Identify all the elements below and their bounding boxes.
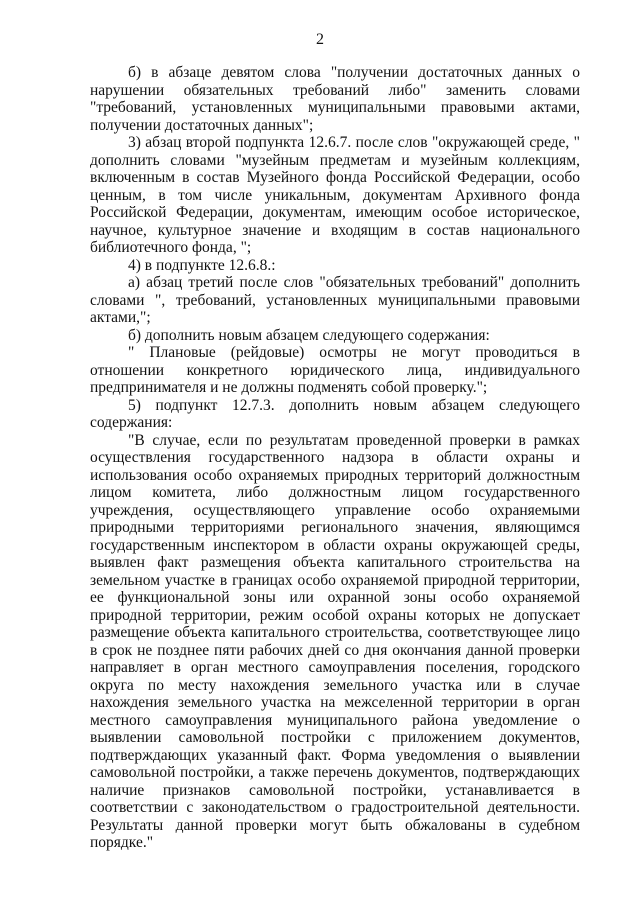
paragraph-item-3: 3) абзац второй подпункта 12.6.7. после слов "окружающей среде, " дополнить словами "музейным предметам и музейным коллекциям, включенным в состав Музейного фонда Российской Федерации, особо ценным, в том числе уникальным, документам Архивного фонда Российской Федерации, документам, имеющим особое историческое, научное, культурное значение и входящим в состав национального библиотечного фонда, ";: [90, 134, 580, 256]
paragraph-item-5: 5) подпункт 12.7.3. дополнить новым абзацем следующего содержания:: [90, 396, 580, 431]
page-number: 2: [316, 31, 324, 48]
paragraph-item-4: 4) в подпункте 12.6.8.:: [128, 256, 276, 274]
paragraph-item-4a: а) абзац третий после слов "обязательных требований" дополнить словами ", требований, установленных муниципальными правовыми актами,";: [90, 274, 580, 326]
paragraph-6b-ninth-subparagraph: б) в абзаце девятом слова "получении достаточных данных о нарушении обязательных требований либо" заменить словами "требований, установленных муниципальными правовыми актами, получении достаточных данных";: [90, 64, 580, 134]
paragraph-quote-inspections: " Плановые (рейдовые) осмотры не могут проводиться в отношении конкретного юридического лица, индивидуального предпринимателя и не должны подменять собой проверку.";: [90, 344, 580, 396]
paragraph-quote-unauthorized-construction: "В случае, если по результатам проведенной проверки в рамках осуществления государственного надзора в области охраны и использования особо охраняемых природных территорий должностным лицом комитета, либо должностным лицом государственного учреждения, осуществляющего управление особо охраняемыми природными территориями регионального значения, являющимся государственным инспектором в области охраны окружающей среды, выявлен факт размещения объекта капитального строительства на земельном участке в границах особо охраняемой природной территории, ее функциональной зоны или охранной зоны особо охраняемой природной территории, режим особой охраны которых не допускает размещение объекта капитального строительства, соответствующее лицо в срок не позднее пяти рабочих дней со дня окончания данной проверки направляет в орган местного самоуправления поселения, городского округа по месту нахождения земельного участка или в случае нахождения земельного участка на межселенной территории в орган местного самоуправления муниципального района уведомление о выявлении самовольной постройки с приложением документов, подтверждающих указанный факт. Форма уведомления о выявлении самовольной постройки, а также перечень документов, подтверждающих наличие признаков самовольной постройки, устанавливается в соответствии с законодательством о градостроительной деятельности. Результаты данной проверки могут быть обжалованы в судебном порядке.": [90, 431, 580, 851]
document-body: [90, 64, 580, 852]
paragraph-item-4b: б) дополнить новым абзацем следующего содержания:: [128, 326, 490, 344]
